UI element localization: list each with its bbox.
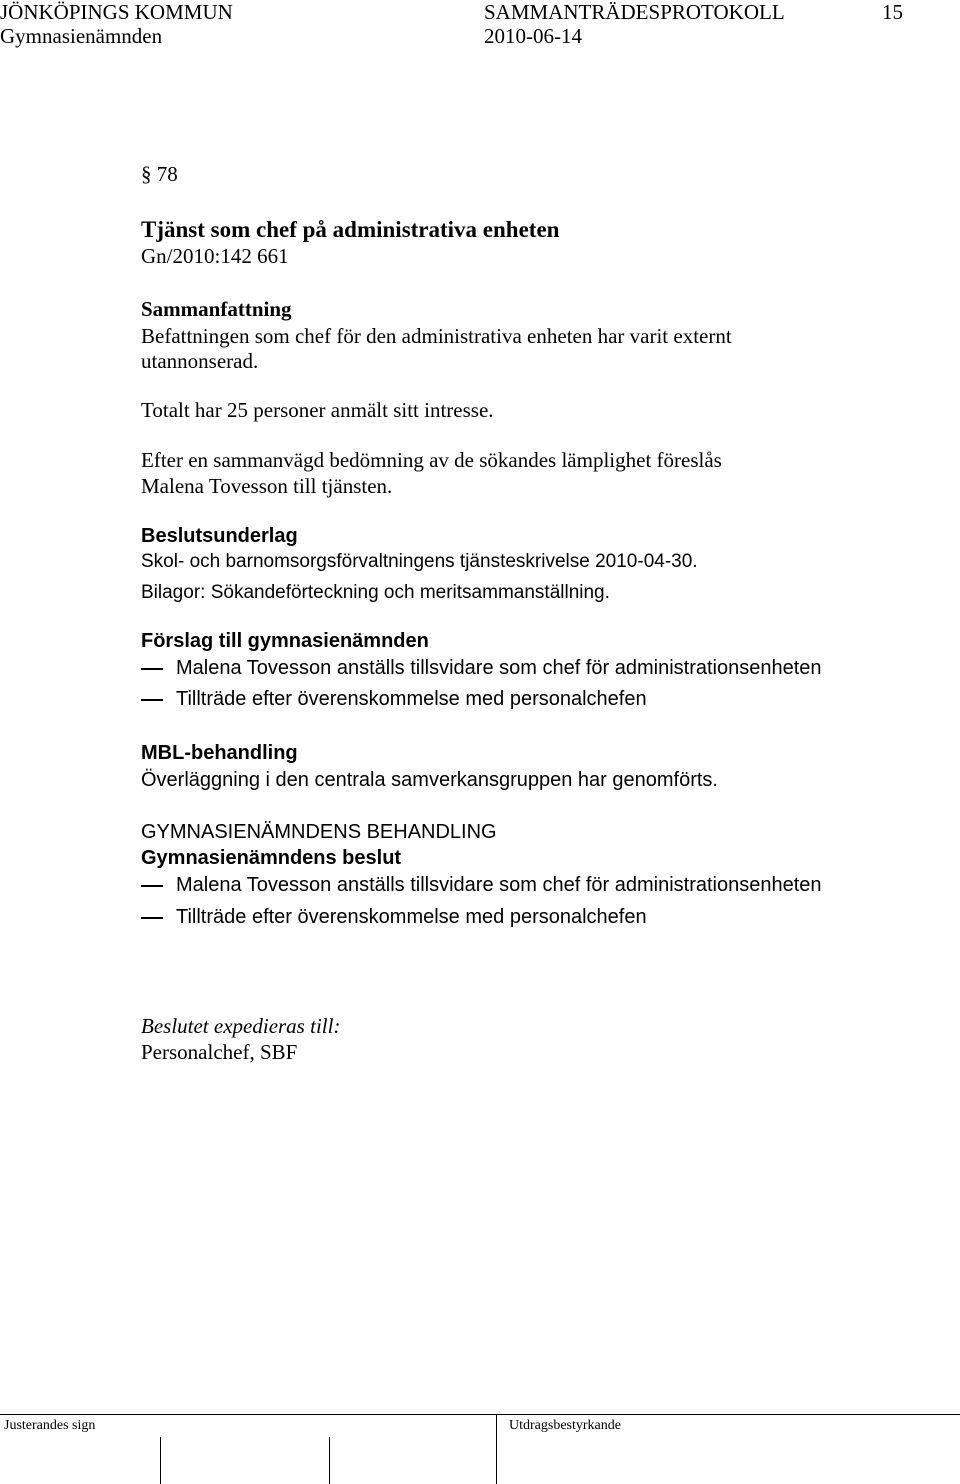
list-item: [141, 904, 921, 930]
list-item-text: Tillträde efter överenskommelse med personalchefen: [176, 906, 647, 928]
signature-box-divider-1: [160, 1437, 161, 1484]
section-title: Tjänst som chef på administrativa enheten: [141, 217, 560, 242]
page-number: 15: [882, 0, 903, 24]
paragraph-number: § 78: [141, 162, 178, 186]
basis-text-line-2: Bilagor: Sökandeförteckning och meritsammanställning.: [141, 582, 610, 603]
summary-heading: Sammanfattning: [141, 297, 292, 321]
list-item-text: Malena Tovesson anställs tillsvidare som chef för administrationsenheten: [176, 874, 822, 896]
signature-label: Justerandes sign: [4, 1418, 96, 1433]
municipality-name: JÖNKÖPINGS KOMMUN: [0, 0, 233, 24]
footer-top-rule: [0, 1414, 960, 1415]
basis-heading: Beslutsunderlag: [141, 525, 298, 547]
mbl-text: Överläggning i den centrala samverkansgruppen har genomförts.: [141, 769, 718, 791]
dash-bullet: [141, 668, 163, 670]
distribution-label: Beslutet expedieras till:: [141, 1014, 341, 1038]
dash-bullet: [141, 885, 163, 887]
summary-text-line-1: Befattningen som chef för den administrativa enheten har varit externt: [141, 324, 732, 348]
applicant-count-text: Totalt har 25 personer anmält sitt intresse.: [141, 398, 494, 422]
procedure-heading: GYMNASIENÄMNDENS BEHANDLING: [141, 821, 497, 843]
committee-name: Gymnasienämnden: [0, 24, 163, 48]
signature-box-divider-2: [329, 1437, 330, 1484]
basis-text-line-1: Skol- och barnomsorgsförvaltningens tjänsteskrivelse 2010-04-30.: [141, 551, 698, 572]
distribution-recipients: Personalchef, SBF: [141, 1040, 298, 1064]
dash-bullet: [141, 699, 163, 701]
summary-text-line-2: utannonserad.: [141, 349, 259, 373]
list-item-text: Malena Tovesson anställs tillsvidare som chef för administrationsenheten: [176, 657, 822, 679]
dash-bullet: [141, 917, 163, 919]
meeting-date: 2010-06-14: [484, 24, 582, 48]
mbl-heading: MBL-behandling: [141, 742, 298, 764]
decision-heading: Gymnasienämndens beslut: [141, 847, 402, 869]
list-item: [141, 872, 921, 898]
footer-divider: [496, 1414, 497, 1484]
list-item-text: Tillträde efter överenskommelse med personalchefen: [176, 688, 647, 710]
certification-label: Utdragsbestyrkande: [509, 1418, 621, 1433]
list-item: [141, 655, 921, 681]
list-item: [141, 686, 921, 712]
proposal-heading: Förslag till gymnasienämnden: [141, 630, 429, 652]
case-reference: Gn/2010:142 661: [141, 244, 289, 268]
proposal-text-line-1: Efter en sammanvägd bedömning av de sökandes lämplighet föreslås: [141, 448, 722, 472]
document-type: SAMMANTRÄDESPROTOKOLL: [484, 0, 785, 24]
proposal-text-line-2: Malena Tovesson till tjänsten.: [141, 474, 393, 498]
